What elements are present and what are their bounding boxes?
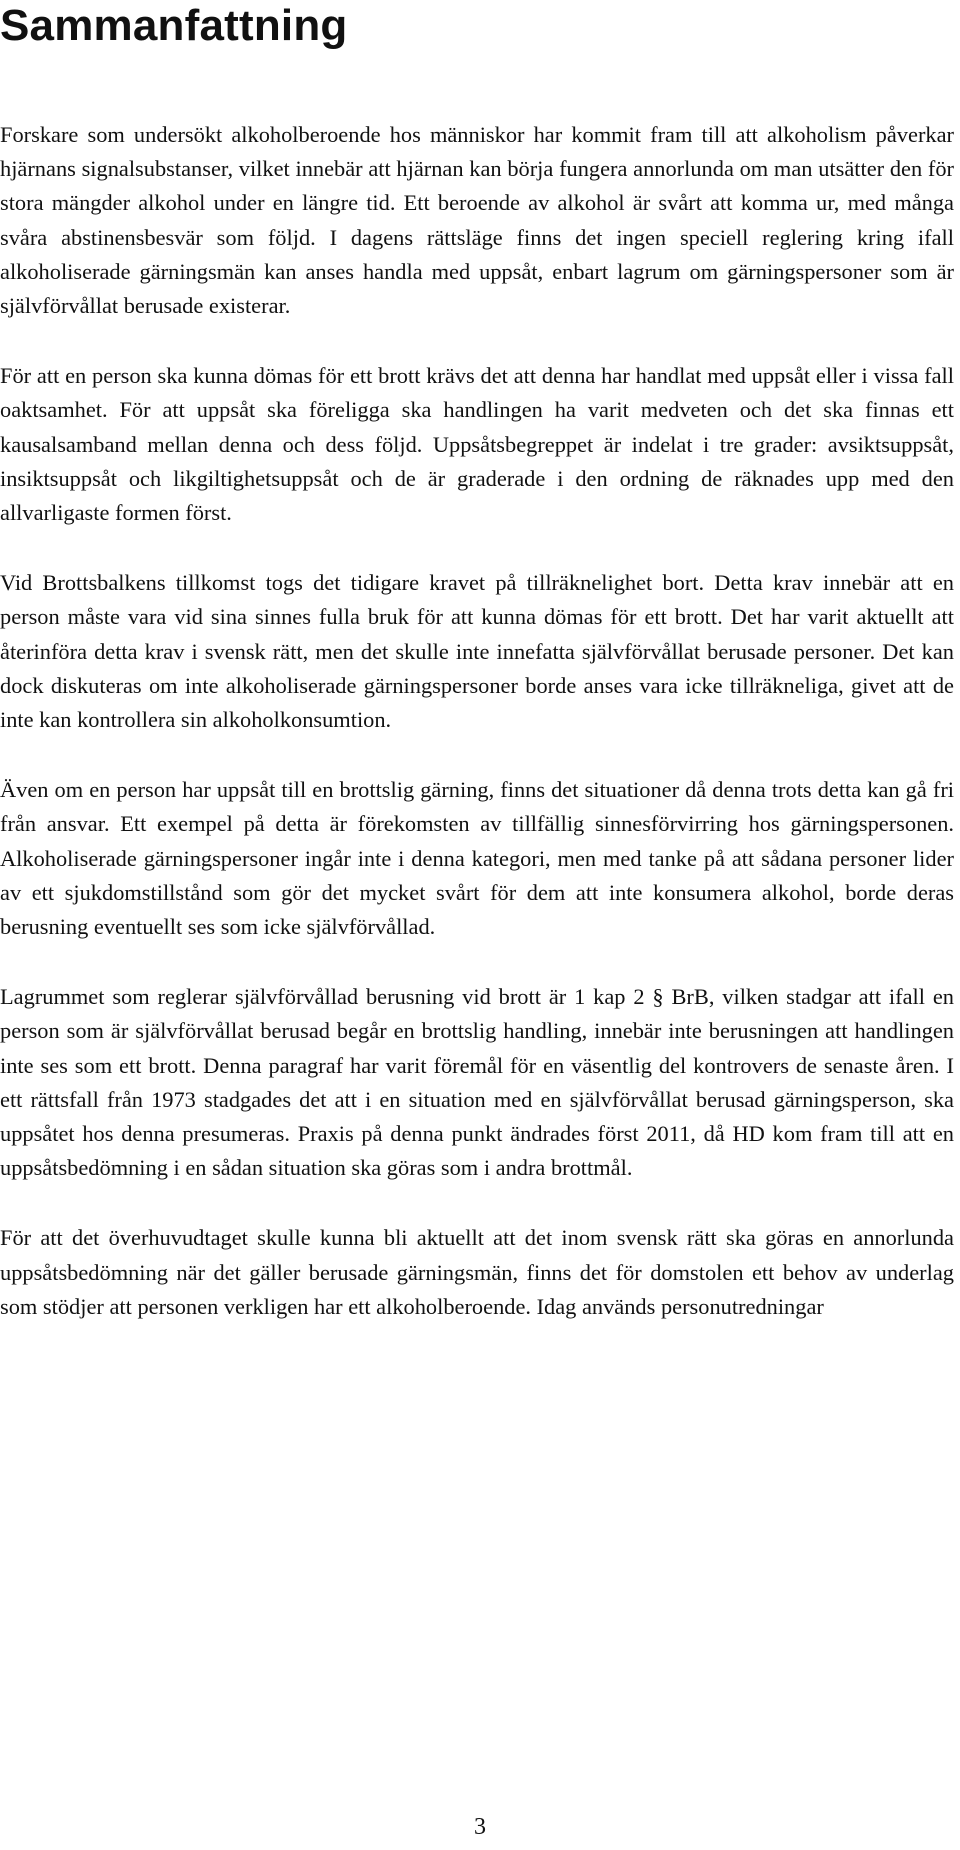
paragraph-3: Vid Brottsbalkens tillkomst togs det tidigare kravet på tillräknelighet bort. Detta krav innebär att en person måste vara vid sina sinnes fulla bruk för att kunna dömas för ett brott. Det har varit aktuellt att återinföra detta krav i svensk rätt, men det skulle inte innefatta självförvållat berusade personer. Det kan dock diskuteras om inte alkoholiserade gärningspersoner borde anses vara icke tillräkneliga, givet att de inte kan kontrollera sin alkoholkonsumtion. xyxy=(0,570,954,733)
paragraph-4: Även om en person har uppsåt till en brottslig gärning, finns det situationer då denna trots detta kan gå fri från ansvar. Ett exempel på detta är förekomsten av tillfällig sinnesförvirring hos gärningspersonen. Alkoholiserade gärningspersoner ingår inte i denna kategori, men med tanke på att sådana personer lider av ett sjukdomstillstånd som gör det mycket svårt för dem att inte konsumera alkohol, borde deras berusning eventuellt ses som icke självförvållad. xyxy=(0,777,954,940)
paragraph-2: För att en person ska kunna dömas för ett brott krävs det att denna har handlat med uppsåt eller i vissa fall oaktsamhet. För att uppsåt ska föreligga ska handlingen ha varit medveten och det ska finnas ett kausalsamband mellan denna och dess följd. Uppsåtsbegreppet är indelat i tre grader: avsiktsuppsåt, insiktsuppsåt och likgiltighetsuppsåt och de är graderade i den ordning de räknades upp med den allvarligaste formen först. xyxy=(0,363,954,526)
summary-body xyxy=(0,118,954,1324)
paragraph-6: För att det överhuvudtaget skulle kunna bli aktuellt att det inom svensk rätt ska göras en annorlunda uppsåtsbedömning när det gäller berusade gärningsmän, finns det för domstolen ett behov av underlag som stödjer att personen verkligen har ett alkoholberoende. Idag används personutredningar xyxy=(0,1225,954,1319)
paragraph-5: Lagrummet som reglerar självförvållad berusning vid brott är 1 kap 2 § BrB, vilken stadgar att ifall en person som är självförvållat berusad begår en brottslig handling, innebär inte berusningen att handlingen inte ses som ett brott. Denna paragraf har varit föremål för en väsentlig del kontrovers de senaste åren. I ett rättsfall från 1973 stadgades det att i en situation med en självförvållat berusad gärningsperson, ska uppsåtet hos denna presumeras. Praxis på denna punkt ändrades först 2011, då HD kom fram till att en uppsåtsbedömning i en sådan situation ska göras som i andra brottmål. xyxy=(0,984,954,1181)
page-number: 3 xyxy=(474,1814,486,1840)
page-title: Sammanfattning xyxy=(0,1,348,50)
paragraph-1: Forskare som undersökt alkoholberoende hos människor har kommit fram till att alkoholism påverkar hjärnans signalsubstanser, vilket innebär att hjärnan kan börja fungera annorlunda om man utsätter den för stora mängder alkohol under en längre tid. Ett beroende av alkohol är svårt att komma ur, med många svåra abstinensbesvär som följd. I dagens rättsläge finns det ingen speciell reglering kring ifall alkoholiserade gärningsmän kan anses handla med uppsåt, enbart lagrum om gärningspersoner som är självförvållat berusade existerar. xyxy=(0,122,954,319)
